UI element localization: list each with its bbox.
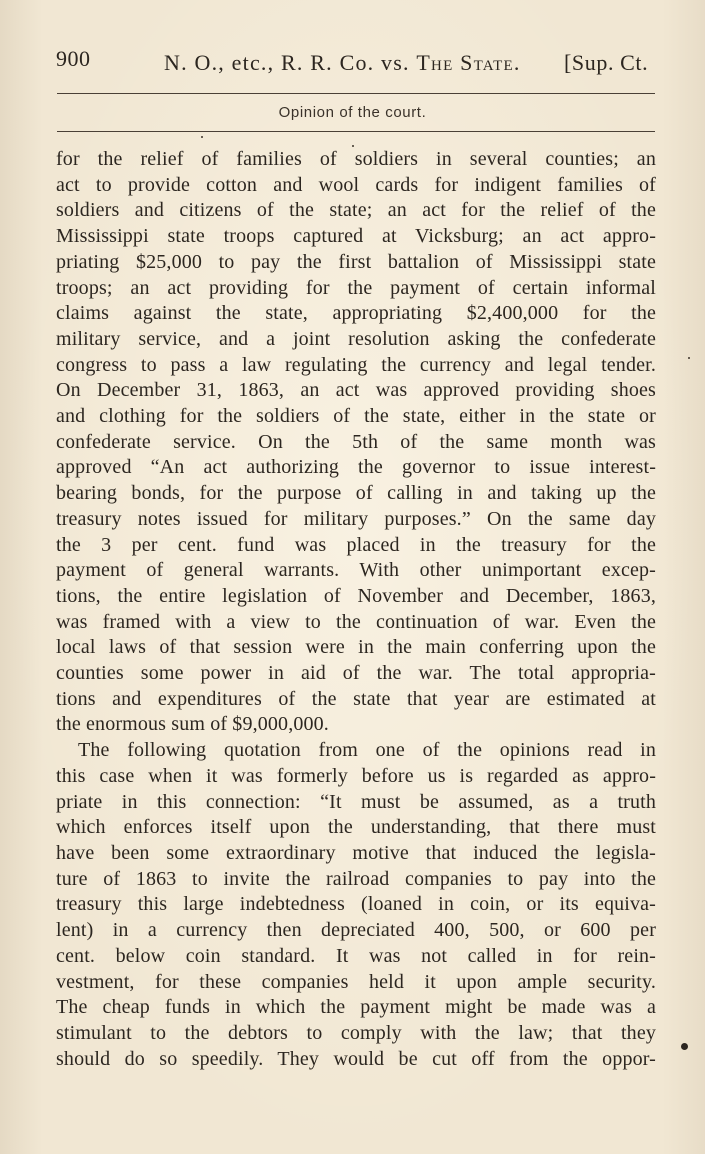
ink-speck — [201, 136, 203, 138]
text-line: approved “An act authorizing the governor to issue interest- — [56, 456, 656, 479]
page-number: 900 — [56, 46, 91, 71]
header-rule — [57, 93, 655, 94]
text-line: Mississippi state troops captured at Vicksburg; an act appro- — [56, 225, 656, 248]
text-line: The cheap funds in which the payment might be made was a — [56, 996, 656, 1019]
text-line: counties some power in aid of the war. The total appropria- — [56, 662, 656, 685]
text-line: military service, and a joint resolution asking the confederate — [56, 327, 656, 350]
text-line: bearing bonds, for the purpose of calling in and taking up the — [56, 482, 656, 505]
text-line: cent. below coin standard. It was not called in for rein- — [56, 944, 656, 967]
text-line: local laws of that session were in the main conferring upon the — [56, 636, 656, 659]
court-label: [Sup. Ct. — [564, 50, 649, 75]
text-line: for the relief of families of soldiers in several counties; an — [56, 148, 656, 170]
text-line: On December 31, 1863, an act was approved providing shoes — [56, 379, 656, 402]
text-line: tions and expenditures of the state that year are estimated at — [56, 687, 656, 710]
text-line: congress to pass a law regulating the currency and legal tender. — [56, 353, 656, 376]
ink-speck — [352, 145, 354, 147]
text-line: tions, the entire legislation of November and December, 1863, — [56, 584, 656, 607]
text-line: which enforces itself upon the understanding, that there must — [56, 816, 656, 839]
text-line: the 3 per cent. fund was placed in the treasury for the — [56, 533, 656, 556]
text-line: should do so speedily. They would be cut off from the oppor- — [56, 1047, 656, 1070]
section-heading: Opinion of the court. — [278, 104, 427, 121]
section-rule — [57, 131, 655, 132]
text-line: treasury notes issued for military purposes.” On the same day — [56, 507, 656, 530]
text-line: priate in this connection: “It must be assumed, as a truth — [56, 790, 656, 813]
text-line: priating $25,000 to pay the first battalion of Mississippi state — [56, 250, 656, 273]
running-title — [164, 50, 521, 76]
opinion-text — [56, 147, 656, 1072]
text-line: and clothing for the soldiers of the state, either in the state or — [56, 405, 656, 428]
text-line: this case when it was formerly before us is regarded as appro- — [56, 764, 656, 787]
text-line: vestment, for these companies held it upon ample security. — [56, 970, 656, 993]
ink-speck — [688, 357, 690, 359]
paragraph-start-line: The following quotation from one of the opinions read in — [78, 739, 656, 762]
text-line: troops; an act providing for the payment of certain informal — [56, 276, 656, 299]
text-line: payment of general warrants. With other unimportant excep- — [56, 559, 656, 582]
paragraph-end-line: the enormous sum of $9,000,000. — [56, 713, 329, 736]
text-line: lent) in a currency then depreciated 400, 500, or 600 per — [56, 919, 656, 942]
text-line: claims against the state, appropriating $2,400,000 for the — [56, 302, 656, 325]
text-line: ture of 1863 to invite the railroad companies to pay into the — [56, 867, 656, 890]
text-line: was framed with a view to the continuation of war. Even the — [56, 610, 656, 633]
text-line: treasury this large indebtedness (loaned in coin, or its equiva- — [56, 893, 656, 916]
text-line: act to provide cotton and wool cards for indigent families of — [56, 173, 656, 196]
margin-ink-spot — [681, 1043, 688, 1050]
text-line: confederate service. On the 5th of the same month was — [56, 430, 656, 453]
text-line: soldiers and citizens of the state; an act for the relief of the — [56, 199, 656, 222]
case-title-smallcaps: The State. — [416, 50, 521, 75]
running-header — [56, 46, 676, 80]
text-line: have been some extraordinary motive that induced the legisla- — [56, 841, 656, 864]
case-title: N. O., etc., R. R. Co. vs. — [164, 50, 417, 75]
text-line: stimulant to the debtors to comply with the law; that they — [56, 1021, 656, 1044]
